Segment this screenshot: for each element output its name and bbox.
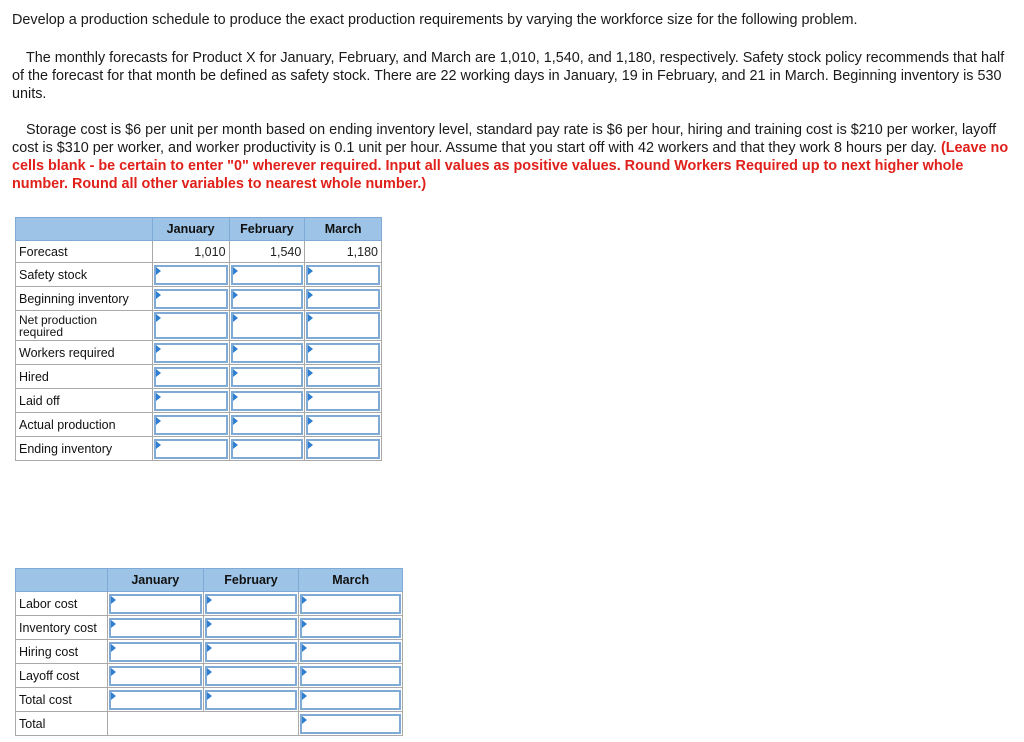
labor-cost-row [16,592,403,616]
actual-production-row [16,413,382,437]
ending-inventory-label: Ending inventory [16,437,153,461]
ending-inventory-february-input[interactable] [231,439,304,459]
net-production-march-input[interactable] [306,312,380,339]
production-schedule-table [15,217,382,461]
total-cost-february-input[interactable] [205,690,298,710]
beginning-inventory-label: Beginning inventory [16,287,153,311]
inventory-cost-february-input[interactable] [205,618,298,638]
net-production-january-input[interactable] [154,312,228,339]
grand-total-input[interactable] [300,714,401,734]
labor-cost-february-input[interactable] [205,594,298,614]
hired-january-input[interactable] [154,367,228,387]
hiring-cost-label: Hiring cost [16,640,108,664]
actual-production-february-input[interactable] [231,415,304,435]
beginning-inventory-march-input[interactable] [306,289,380,309]
cost-header-march: March [299,569,403,592]
inventory-cost-label: Inventory cost [16,616,108,640]
header-january: January [152,218,229,241]
forecast-march: 1,180 [305,241,382,263]
cost-header-february: February [203,569,299,592]
safety-stock-label: Safety stock [16,263,153,287]
total-cost-january-input[interactable] [109,690,202,710]
workers-required-february-input[interactable] [231,343,304,363]
ending-inventory-january-input[interactable] [154,439,228,459]
workers-required-row [16,341,382,365]
hiring-cost-january-input[interactable] [109,642,202,662]
cost-table [15,568,403,736]
laid-off-row [16,389,382,413]
header-february: February [229,218,305,241]
hired-row [16,365,382,389]
total-cost-march-input[interactable] [300,690,401,710]
safety-stock-row [16,263,382,287]
total-cost-row [16,688,403,712]
hired-label: Hired [16,365,153,389]
forecast-row [16,241,382,263]
layoff-cost-label: Layoff cost [16,664,108,688]
grand-total-label: Total [16,712,108,736]
cost-text: Storage cost is $6 per unit per month based on ending inventory level, standard pay rate is $6 per hour, hiring and training cost is $210 per worker, layoff cost is $310 per worker, and worker productivity is 0.1 unit per hour. Assume that you start off with 42 workers and that they work 8 hours per day. [12,122,997,156]
laid-off-january-input[interactable] [154,391,228,411]
grand-total-spacer [107,712,298,736]
hiring-cost-february-input[interactable] [205,642,298,662]
laid-off-march-input[interactable] [306,391,380,411]
labor-cost-january-input[interactable] [109,594,202,614]
cost-header-january: January [107,569,203,592]
labor-cost-march-input[interactable] [300,594,401,614]
cost-header-blank-cell [16,569,108,592]
forecast-label: Forecast [16,241,153,263]
cost-header-row [16,569,403,592]
laid-off-label: Laid off [16,389,153,413]
ending-inventory-row [16,437,382,461]
workers-required-january-input[interactable] [154,343,228,363]
actual-production-march-input[interactable] [306,415,380,435]
beginning-inventory-february-input[interactable] [231,289,304,309]
beginning-inventory-january-input[interactable] [154,289,228,309]
layoff-cost-january-input[interactable] [109,666,202,686]
forecast-text: The monthly forecasts for Product X for January, February, and March are 1,010, 1,540, and 1,180, respectively. Safety stock policy recommends that half of the forecast for that month be defined as safety stock. There are 22 working days in January, 19 in February, and 21 in March. Beginning inventory is 530 units. [12,50,1005,102]
safety-stock-february-input[interactable] [231,265,304,285]
actual-production-label: Actual production [16,413,153,437]
net-production-row [16,311,382,341]
inventory-cost-row [16,616,403,640]
net-production-label: Net production required [19,312,98,339]
header-blank-cell [16,218,153,241]
hiring-cost-march-input[interactable] [300,642,401,662]
layoff-cost-march-input[interactable] [300,666,401,686]
grand-total-row [16,712,403,736]
total-cost-label: Total cost [16,688,108,712]
safety-stock-march-input[interactable] [306,265,380,285]
schedule-header-row [16,218,382,241]
safety-stock-january-input[interactable] [154,265,228,285]
inventory-cost-march-input[interactable] [300,618,401,638]
header-march: March [305,218,382,241]
workers-required-march-input[interactable] [306,343,380,363]
problem-paragraph-forecast [12,49,1012,103]
ending-inventory-march-input[interactable] [306,439,380,459]
forecast-january: 1,010 [152,241,229,263]
layoff-cost-february-input[interactable] [205,666,298,686]
hiring-cost-row [16,640,403,664]
rounding-instructions: (Leave no cells blank - be certain to enter "0" wherever required. Input all values as positive values. Round Workers Required up to next higher whole number. Round all other variables to nearest whole number.) [12,140,1009,192]
labor-cost-label: Labor cost [16,592,108,616]
problem-paragraph-costs [12,121,1012,193]
layoff-cost-row [16,664,403,688]
laid-off-february-input[interactable] [231,391,304,411]
net-production-february-input[interactable] [231,312,304,339]
actual-production-january-input[interactable] [154,415,228,435]
hired-march-input[interactable] [306,367,380,387]
workers-required-label: Workers required [16,341,153,365]
hired-february-input[interactable] [231,367,304,387]
beginning-inventory-row [16,287,382,311]
forecast-february: 1,540 [229,241,305,263]
problem-intro: Develop a production schedule to produce the exact production requirements by varying the workforce size for the following problem. [12,12,858,28]
inventory-cost-january-input[interactable] [109,618,202,638]
